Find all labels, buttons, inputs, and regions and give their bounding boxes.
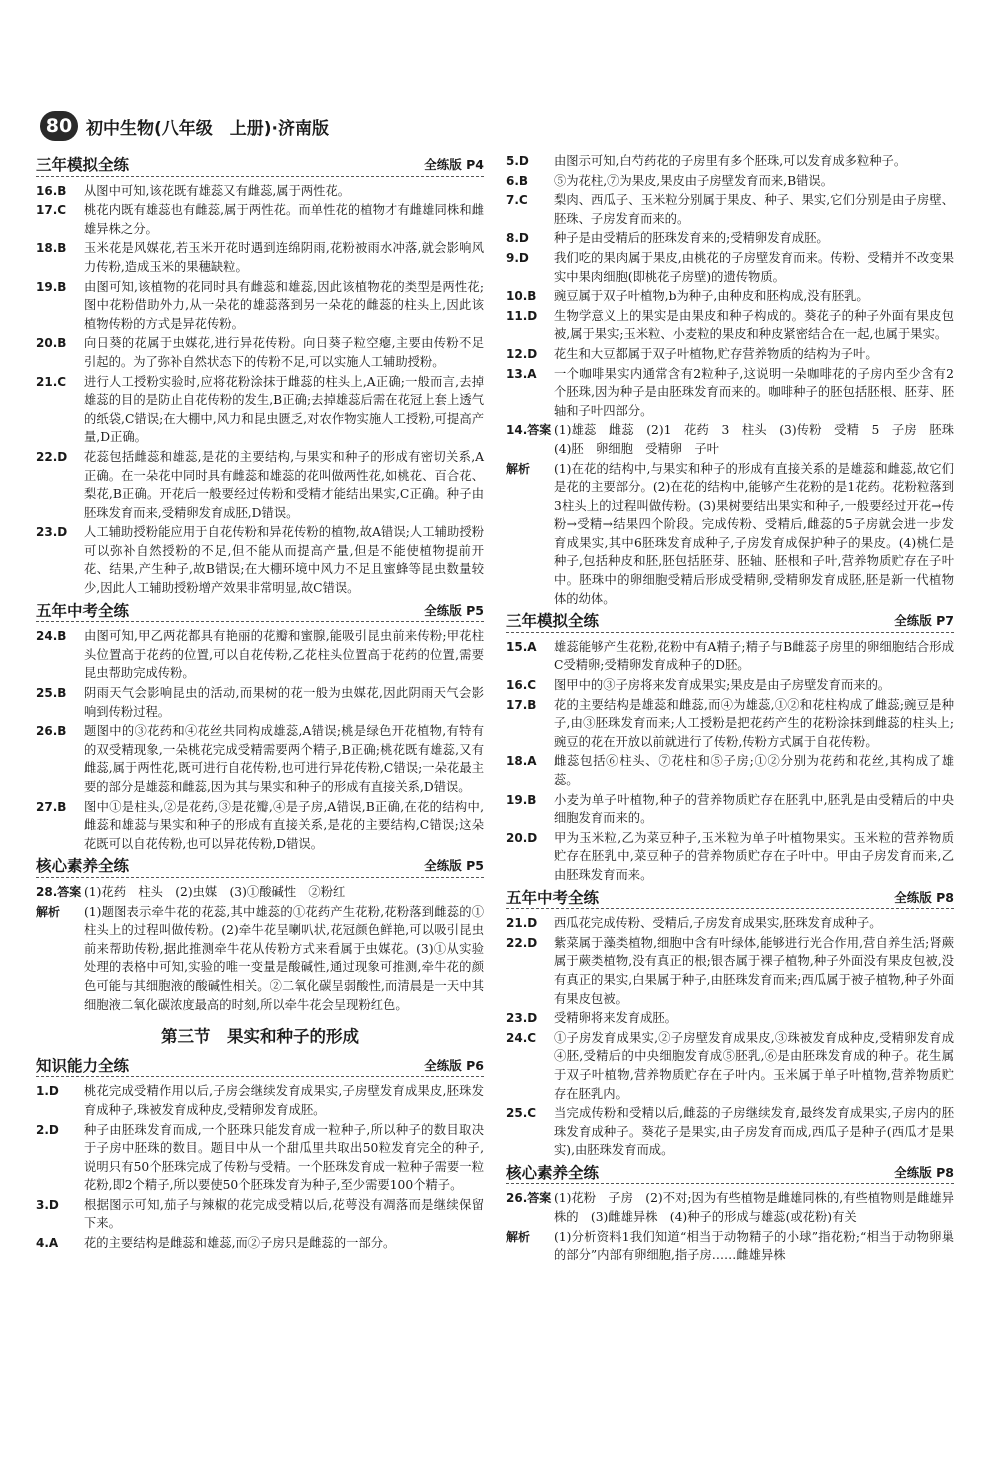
answer-item xyxy=(506,696,954,752)
answer-number: 7.C xyxy=(506,193,528,208)
answer-list xyxy=(36,1082,484,1252)
answer-number: 19.B xyxy=(506,792,537,807)
answer-text: 生物学意义上的果实是由果皮和种子构成的。葵花子的种子外面有果皮包被,属于果实;玉米粒、小麦粒的果皮和种皮紧密结合在一起,也属于果实。 xyxy=(554,308,954,342)
section-page-tag: 全练版 P4 xyxy=(424,157,484,172)
answer-item xyxy=(36,201,484,238)
answer-text: 甲为玉米粒,乙为菜豆种子,玉米粒为单子叶植物果实。玉米粒的营养物质贮存在胚乳中,菜豆种子的营养物质贮存在子叶中。甲由子房发育而来,乙由胚珠发育而来。 xyxy=(554,830,954,882)
explanation-item xyxy=(36,903,484,1015)
section-header xyxy=(36,857,484,878)
answer-text: 我们吃的果肉属于果皮,由桃花的子房壁发育而来。传粉、受精并不改变果实中果肉细胞(即桃花子房壁)的遗传物质。 xyxy=(554,250,954,284)
answer-item xyxy=(506,191,954,228)
answer-item xyxy=(506,1029,954,1103)
answer-number: 2.D xyxy=(36,1122,59,1137)
answer-item xyxy=(506,421,967,458)
answer-item xyxy=(506,934,954,1008)
answer-item xyxy=(506,676,954,695)
section-page-tag: 全练版 P8 xyxy=(894,889,954,905)
answer-text: 受精卵将来发育成胚。 xyxy=(554,1011,677,1026)
right-column xyxy=(506,152,967,1266)
answer-item xyxy=(506,791,954,828)
answer-item xyxy=(506,229,954,248)
answer-number: 17.B xyxy=(506,697,537,712)
answer-number: 14.答案 xyxy=(506,423,552,438)
answer-item xyxy=(506,365,954,421)
answer-text: ⑤为花柱,⑦为果皮,果皮由子房壁发育而来,B错误。 xyxy=(554,173,833,188)
answer-number: 28.答案 xyxy=(36,884,82,899)
answer-number: 12.D xyxy=(506,346,538,361)
answer-list xyxy=(506,638,954,885)
answer-text: 花生和大豆都属于双子叶植物,贮存营养物质的结构为子叶。 xyxy=(554,346,878,361)
answer-number: 3.D xyxy=(36,1197,59,1212)
answer-number: 26.答案 xyxy=(506,1191,552,1206)
answer-item xyxy=(36,684,484,721)
answer-number: 23.D xyxy=(36,525,68,540)
answer-text: 雄蕊能够产生花粉,花粉中有A精子;精子与B雌蕊子房里的卵细胞结合形成C受精卵;受精卵发育成种子的D胚。 xyxy=(554,639,954,673)
answer-text: (1)雄蕊 雌蕊 (2)1 花药 3 柱头 (3)传粉 受精 5 子房 胚珠 (4)胚 卵细胞 受精卵 子叶 xyxy=(554,423,967,456)
answer-number: 25.C xyxy=(506,1106,537,1121)
answer-text: (1)花药 柱头 (2)虫媒 (3)①酸碱性 ②粉红 xyxy=(84,884,346,899)
answer-item xyxy=(506,638,954,675)
answer-number: 18.A xyxy=(506,754,537,769)
answer-text: 梨肉、西瓜子、玉米粒分别属于果皮、种子、果实,它们分别是由子房壁、胚珠、子房发育而来的。 xyxy=(554,193,954,226)
answer-list xyxy=(36,627,484,853)
section-page-tag: 全练版 P5 xyxy=(424,602,484,618)
answer-text: 雌蕊包括⑥柱头、⑦花柱和⑤子房;①②分别为花药和花丝,其构成了雄蕊。 xyxy=(554,754,954,787)
left-column xyxy=(36,152,484,1254)
answer-text: 阴雨天气会影响昆虫的活动,而果树的花一般为虫媒花,因此阴雨天气会影响到传粉过程。 xyxy=(84,686,484,719)
answer-number: 17.C xyxy=(36,203,67,218)
answer-list xyxy=(506,152,954,420)
page-header xyxy=(40,110,960,142)
section-title: 核心素养全练 xyxy=(506,1163,600,1182)
answer-number: 20.D xyxy=(506,830,538,845)
answer-number: 8.D xyxy=(506,231,529,246)
answer-text: 玉米花是风媒花,若玉米开花时遇到连绵阴雨,花粉被雨水冲落,就会影响风力传粉,造成玉米的果穗缺粒。 xyxy=(84,241,484,274)
answer-text: 根据图示可知,茄子与辣椒的花完成受精以后,花萼没有凋落而是继续保留下来。 xyxy=(84,1197,484,1231)
answer-number: 20.B xyxy=(36,336,67,351)
answer-item xyxy=(506,307,954,344)
answer-text: 豌豆属于双子叶植物,b为种子,由种皮和胚构成,没有胚乳。 xyxy=(554,289,869,304)
explanation-item xyxy=(506,460,954,609)
section-title: 核心素养全练 xyxy=(36,857,130,876)
answer-number: 10.B xyxy=(506,289,537,304)
answer-text: 一个咖啡果实内通常含有2粒种子,这说明一朵咖啡花的子房内至少含有2个胚珠,因为种子是由胚珠发育而来的。咖啡种子的胚包括胚根、胚芽、胚轴和子叶四部分。 xyxy=(554,366,954,418)
answer-number: 5.D xyxy=(506,154,529,168)
answer-number: 23.D xyxy=(506,1011,538,1026)
section-header xyxy=(506,1164,954,1185)
answer-text: 当完成传粉和受精以后,雌蕊的子房继续发育,最终发育成果实,子房内的胚珠发育成种子。葵花子是果实,由子房发育而成,西瓜子是种子(西瓜才是果实),由胚珠发育而成。 xyxy=(554,1106,954,1158)
answer-item xyxy=(36,373,484,447)
answer-item xyxy=(36,1121,484,1195)
explanation-label: 解析 xyxy=(506,1229,531,1244)
section-header xyxy=(36,156,484,177)
answer-item xyxy=(506,172,954,191)
section-page-tag: 全练版 P5 xyxy=(424,858,484,874)
answer-item xyxy=(36,334,484,371)
answer-text: 桃花完成受精作用以后,子房会继续发育成果实,子房壁发育成果皮,胚珠发育成种子,珠被发育成种皮,受精卵发育成胚。 xyxy=(84,1084,484,1117)
answer-item xyxy=(506,914,954,933)
answer-number: 11.D xyxy=(506,308,538,323)
answer-number: 6.B xyxy=(506,173,529,188)
answer-text: 桃花内既有雄蕊也有雌蕊,属于两性花。而单性花的植物才有雌雄同株和雌雄异株之分。 xyxy=(84,203,484,236)
answer-number: 1.D xyxy=(36,1084,59,1099)
answer-item xyxy=(36,798,484,854)
answer-number: 21.D xyxy=(506,916,538,931)
answer-text: 从图中可知,该花既有雄蕊又有雌蕊,属于两性花。 xyxy=(84,183,351,198)
answer-item xyxy=(506,152,954,171)
section-page-tag: 全练版 P6 xyxy=(424,1057,484,1073)
section-header xyxy=(36,602,484,623)
page-number: 80 xyxy=(40,111,78,141)
answer-item xyxy=(506,829,954,885)
answer-text: 图中①是柱头,②是花药,③是花瓣,④是子房,A错误,B正确,在花的结构中,雌蕊和雄蕊与果实和种子的形成有直接关系,是花的主要结构,C错误;这朵花既可以自花传粉,也可以异花传粉,D错误。 xyxy=(84,799,484,851)
answer-number: 25.B xyxy=(36,686,67,701)
answer-item xyxy=(506,1189,954,1226)
explanation-label: 解析 xyxy=(36,904,61,919)
answer-number: 9.D xyxy=(506,250,529,265)
answer-text: 种子是由受精后的胚珠发育来的;受精卵发育成胚。 xyxy=(554,231,829,246)
explanation-text: (1)题图表示牵牛花的花蕊,其中雄蕊的①花药产生花粉,花粉落到雌蕊的①柱头上的过程叫做传粉。(2)牵牛花呈喇叭状,花冠颜色鲜艳,可以吸引昆虫前来帮助传粉,据此推测牵牛花从传粉方式来看属于虫媒花。(3)①从实验处理的表格中可知,实验的唯一变量是酸碱性,通过现象可推测,牵牛花的颜色可能与其细胞液的酸碱性相关。②二氧化碳呈弱酸性,而清晨是一天中其细胞液二氧化碳浓度最高的时刻,所以牵牛花会呈现粉红色。 xyxy=(84,904,484,1012)
answer-number: 22.D xyxy=(506,935,538,950)
section-page-tag: 全练版 P7 xyxy=(894,613,954,629)
answer-text: (1)花粉 子房 (2)不对;因为有些植物是雌雄同株的,有些植物则是雌雄异株的 (3)雌雄异株 (4)种子的形成与雄蕊(或花粉)有关 xyxy=(554,1191,954,1225)
explanation-text: (1)分析资料1我们知道“相当于动物精子的小球”指花粉;“相当于动物卵巢的部分”内部有卵细胞,指子房……雌雄异株 xyxy=(554,1229,954,1263)
answer-text: ①子房发育成果实,②子房壁发育成果皮,③珠被发育成种皮,受精卵发育成④胚,受精后的中央细胞发育成⑤胚乳,⑥是由胚珠发育成的种子。花生属于双子叶植物,营养物质贮存在子叶内。玉米属于单子叶植物,营养物质贮存在胚乳内。 xyxy=(554,1030,954,1101)
section-title: 三年模拟全练 xyxy=(506,612,600,631)
explanation-item xyxy=(506,1228,954,1265)
answer-text: 由图可知,该植物的花同时具有雌蕊和雄蕊,因此该植物花的类型是两性花;图中花粉借助外力,从一朵花的雄蕊落到另一朵花的雌蕊的柱头上,因此该植物传粉的方式是异花传粉。 xyxy=(84,279,484,331)
answer-number: 16.B xyxy=(36,183,67,198)
answer-item xyxy=(36,182,484,201)
answer-text: 花的主要结构是雌蕊和雄蕊,而②子房只是雌蕊的一部分。 xyxy=(84,1236,396,1251)
answer-item xyxy=(506,345,954,364)
section-header xyxy=(36,1057,484,1078)
section-title: 五年中考全练 xyxy=(506,888,600,907)
answer-text: 种子由胚珠发育而成,一个胚珠只能发育成一粒种子,所以种子的数目取决于子房中胚珠的数目。题目中从一个甜瓜里共取出50粒发育完全的种子,说明只有50个胚珠完成了传粉与受精。一个胚珠发育成一粒种子需要一粒花粉,即2个精子,所以要使50个胚珠发育为种子,至少需要100个精子。 xyxy=(84,1122,484,1193)
answer-number: 24.B xyxy=(36,629,67,644)
answer-item xyxy=(506,249,954,286)
answer-item xyxy=(506,1009,954,1028)
answer-item xyxy=(36,239,484,276)
answer-item xyxy=(36,278,484,334)
answer-text: 由图可知,甲乙两花都具有艳丽的花瓣和蜜腺,能吸引昆虫前来传粉;甲花柱头位置高于花药的位置,可以自花传粉,乙花柱头位置高于花药的位置,需要昆虫帮助完成传粉。 xyxy=(84,629,484,681)
answer-number: 27.B xyxy=(36,799,67,814)
answer-text: 紫菜属于藻类植物,细胞中含有叶绿体,能够进行光合作用,营自养生活;肾蕨属于蕨类植物,没有真正的根;银杏属于裸子植物,种子外面没有果皮包被,没有真正的果实,白果属于种子,由胚珠发育而来;西瓜属于被子植物,种子外面有果皮包被。 xyxy=(554,935,954,1006)
explanation-text: (1)在花的结构中,与果实和种子的形成有直接关系的是雄蕊和雌蕊,故它们是花的主要部分。(2)在花的结构中,能够产生花粉的是1花药。花粉粒落到3柱头上的过程叫做传粉。(3)果树要结出果实和种子,一般要经过开花→传粉→受精→结果四个阶段。完成传粉、受精后,雌蕊的5子房就会进一步发育成果实,其中6胚珠发育成种子,子房发育成保护种子的果皮。(4)桃仁是种子,包括种皮和胚,胚包括胚芽、胚轴、胚根和子叶,营养物质贮存在子叶中。胚珠中的卵细胞受精后形成受精卵,受精卵发育成胚,胚是新一代植物体的幼体。 xyxy=(554,461,954,606)
answer-item xyxy=(36,1082,484,1119)
section-page-tag: 全练版 P8 xyxy=(894,1164,954,1180)
answer-number: 22.D xyxy=(36,449,68,464)
answer-number: 21.C xyxy=(36,374,67,389)
section-title: 知识能力全练 xyxy=(36,1056,130,1075)
answer-list xyxy=(506,914,954,1160)
answer-number: 4.A xyxy=(36,1236,59,1251)
answer-number: 18.B xyxy=(36,241,67,256)
answer-item xyxy=(506,752,954,789)
answer-text: 花蕊包括雌蕊和雄蕊,是花的主要结构,与果实和种子的形成有密切关系,A正确。在一朵花中同时具有雌蕊和雄蕊的花叫做两性花,如桃花、百合花、梨花,B正确。开花后一般要经过传粉和受精才能结出果实,C正确。种子由胚珠发育而来,受精卵发育成胚,D错误。 xyxy=(84,449,484,520)
section-header xyxy=(506,889,954,910)
answer-item xyxy=(36,627,484,683)
answer-item xyxy=(36,1234,484,1253)
answer-text: 人工辅助授粉能应用于自花传粉和异花传粉的植物,故A错误;人工辅助授粉可以弥补自然授粉的不足,但不能从而提高产量,但是不能使植物提前开花、结果,产生种子,故B错误;在大棚环境中风力不足且蜜蜂等昆虫数量较少,因此人工辅助授粉增产效果非常明显,故C错误。 xyxy=(84,525,484,596)
answer-item xyxy=(36,448,484,522)
answer-item xyxy=(506,287,954,306)
answer-text: 题图中的③花药和④花丝共同构成雄蕊,A错误;桃是绿色开花植物,有特有的双受精现象,一朵桃花完成受精需要两个精子,B正确;桃花既有雄蕊,又有雌蕊,属于两性花,既可进行自花传粉,也可进行异花传粉,C错误;一朵花最主要的部分是雄蕊和雌蕊,因为其与果实和种子的形成有直接关系,D错误。 xyxy=(84,724,484,794)
section-title: 五年中考全练 xyxy=(36,601,130,620)
answer-number: 15.A xyxy=(506,639,537,654)
answer-number: 24.C xyxy=(506,1030,537,1045)
answer-item xyxy=(36,722,484,796)
chapter-title: 第三节 果实和种子的形成 xyxy=(161,1027,359,1047)
answer-text: 进行人工授粉实验时,应将花粉涂抹于雌蕊的柱头上,A正确;一般而言,去掉雄蕊的目的是防止自花传粉的发生,B正确;去掉雄蕊后需在花冠上套上透气的纸袋,C错误;在大棚中,风力和昆虫匮乏,对农作物实施人工授粉,可提高产量,D正确。 xyxy=(84,374,484,445)
answer-text: 图甲中的③子房将来发育成果实;果皮是由子房壁发育而来的。 xyxy=(554,678,891,693)
answer-text: 由图示可知,白芍药花的子房里有多个胚珠,可以发育成多粒种子。 xyxy=(554,154,907,168)
answer-item xyxy=(36,1196,484,1233)
answer-text: 小麦为单子叶植物,种子的营养物质贮存在胚乳中,胚乳是由受精后的中央细胞发育而来的。 xyxy=(554,792,954,826)
book-title: 初中生物(八年级 上册)·济南版 xyxy=(86,118,329,139)
answer-item xyxy=(36,883,484,902)
answer-item xyxy=(506,1104,954,1160)
explanation-label: 解析 xyxy=(506,461,531,476)
answer-item xyxy=(36,523,484,597)
answer-number: 26.B xyxy=(36,724,67,739)
answer-text: 向日葵的花属于虫媒花,进行异花传粉。向日葵子粒空瘪,主要由传粉不足引起的。为了弥补自然状态下的传粉不足,可以实施人工辅助授粉。 xyxy=(84,336,484,369)
section-header xyxy=(506,612,954,633)
answer-number: 19.B xyxy=(36,279,67,294)
section-title: 三年模拟全练 xyxy=(36,156,130,174)
answer-text: 西瓜花完成传粉、受精后,子房发育成果实,胚珠发育成种子。 xyxy=(554,916,882,931)
answer-text: 花的主要结构是雄蕊和雌蕊,而④为雄蕊,①②和花柱构成了雌蕊;豌豆是种子,由③胚珠发育而来;人工授粉是把花药产生的花粉涂抹到雌蕊的柱头上;豌豆的花在开放以前就进行了传粉,传粉方式属于自花传粉。 xyxy=(554,697,954,749)
answer-list xyxy=(36,182,484,598)
answer-number: 13.A xyxy=(506,366,537,381)
answer-number: 16.C xyxy=(506,678,537,693)
